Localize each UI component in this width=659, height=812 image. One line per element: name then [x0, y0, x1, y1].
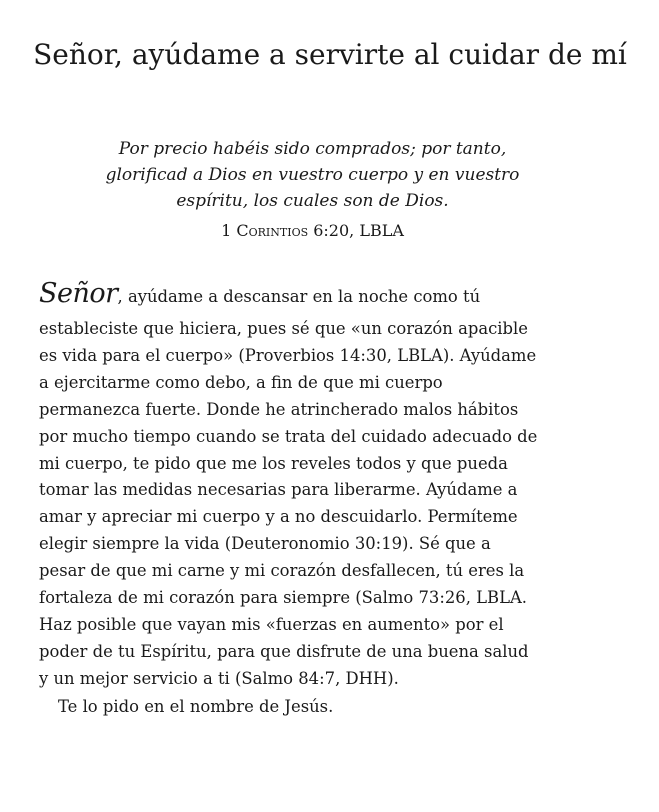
- reference-number: 1: [221, 221, 232, 240]
- prayer-line: mi cuerpo, te pido que me los reveles todos y que pueda: [39, 453, 508, 473]
- prayer-body: [39, 276, 585, 693]
- epigraph-verse: Por precio habéis sido comprados; por tanto, glorificad a Dios en vuestro cuerpo y en vuestro espíritu, los cuales son de Dios.: [105, 139, 520, 211]
- prayer-line: tomar las medidas necesarias para liberarme. Ayúdame a: [39, 480, 518, 500]
- opening-word: Señor: [39, 278, 118, 309]
- prayer-line: y un mejor servicio a ti (Salmo 84:7, DHH).: [39, 668, 399, 688]
- prayer-line: elegir siempre la vida (Deuteronomio 30:19). Sé que a: [39, 534, 491, 554]
- reference-rest: 6:20, LBLA: [313, 221, 404, 240]
- prayer-line: es vida para el cuerpo» (Proverbios 14:30, LBLA). Ayúdame: [39, 345, 537, 365]
- prayer-first-line: [39, 276, 585, 316]
- prayer-line: a ejercitarme como debo, a fin de que mi cuerpo: [39, 372, 443, 392]
- prayer-line: Haz posible que vayan mis «fuerzas en aumento» por el: [39, 614, 504, 634]
- prayer-line: permanezca fuerte. Donde he atrincherado malos hábitos: [39, 399, 519, 419]
- prayer-line: estableciste que hiciera, pues sé que «un corazón apacible: [39, 319, 528, 338]
- first-line-text: , ayúdame a descansar en la noche como tú: [117, 287, 481, 306]
- prayer-line: poder de tu Espíritu, para que disfrute de una buena salud: [39, 641, 529, 661]
- epigraph-reference: [80, 220, 545, 242]
- prayer-line: pesar de que mi carne y mi corazón desfallecen, tú eres la: [39, 561, 525, 581]
- prayer-closing: Te lo pido en el nombre de Jesús.: [58, 697, 334, 716]
- prayer-line: por mucho tiempo cuando se trata del cuidado adecuado de: [39, 426, 538, 446]
- reference-book: Corintios: [236, 221, 309, 240]
- prayer-line: amar y apreciar mi cuerpo y a no descuidarlo. Permíteme: [39, 507, 518, 527]
- page-title: Señor, ayúdame a servirte al cuidar de mí: [33, 38, 627, 71]
- prayer-line: fortaleza de mi corazón para siempre (Salmo 73:26, LBLA.: [39, 588, 527, 608]
